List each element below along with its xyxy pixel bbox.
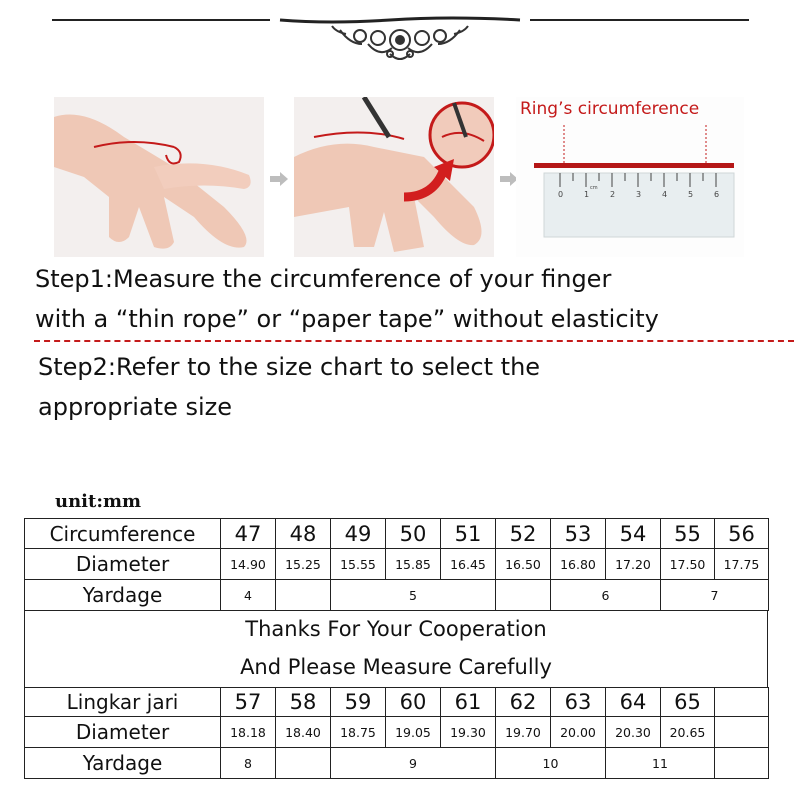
ruler-tick-label: 2: [610, 190, 616, 199]
ruler-tick-label: 1: [584, 190, 590, 199]
row-label: Yardage: [25, 748, 221, 779]
diameter-cell: 20.65: [661, 717, 715, 748]
size-table-bottom: [24, 687, 769, 779]
size-cell: 47: [221, 519, 276, 549]
size-cell: 58: [276, 688, 331, 717]
diameter-cell: 19.70: [496, 717, 551, 748]
size-cell: 49: [331, 519, 386, 549]
size-cell: 48: [276, 519, 331, 549]
step2-line2: appropriate size: [38, 393, 233, 421]
size-cell: 63: [551, 688, 606, 717]
yardage-cell: [276, 580, 331, 611]
size-cell: 56: [715, 519, 769, 549]
size-cell: 53: [551, 519, 606, 549]
size-cell: 51: [441, 519, 496, 549]
ruler-tick-label: 6: [714, 190, 720, 199]
diameter-cell: 18.40: [276, 717, 331, 748]
size-cell: 65: [661, 688, 715, 717]
dashed-divider: [34, 340, 794, 342]
diameter-cell: 15.85: [386, 549, 441, 580]
yardage-cell: [276, 748, 331, 779]
diameter-cell: 15.55: [331, 549, 386, 580]
ruler-unit-label: cm: [590, 185, 598, 191]
diameter-cell: 15.25: [276, 549, 331, 580]
size-cell: 57: [221, 688, 276, 717]
table-row: [25, 519, 769, 549]
table-row: [25, 549, 769, 580]
size-cell: 62: [496, 688, 551, 717]
diameter-cell: 16.45: [441, 549, 496, 580]
size-cell: 60: [386, 688, 441, 717]
size-cell: 64: [606, 688, 661, 717]
diameter-cell: 19.05: [386, 717, 441, 748]
yardage-cell: 6: [551, 580, 661, 611]
size-cell: 61: [441, 688, 496, 717]
diameter-cell: [715, 717, 769, 748]
ruler-photo: [516, 97, 744, 257]
yardage-cell: 9: [331, 748, 496, 779]
yardage-cell: 7: [661, 580, 769, 611]
diameter-cell: 18.75: [331, 717, 386, 748]
table-row: [25, 748, 769, 779]
ruler-tick-label: 5: [688, 190, 694, 199]
yardage-cell: [496, 580, 551, 611]
diameter-cell: 17.50: [661, 549, 715, 580]
yardage-cell: 4: [221, 580, 276, 611]
diameter-cell: 18.18: [221, 717, 276, 748]
decorative-ornament-icon: [270, 14, 530, 70]
unit-label: unit:mm: [55, 491, 142, 512]
diameter-cell: 20.00: [551, 717, 606, 748]
size-cell: 55: [661, 519, 715, 549]
hand-measure-photo: [54, 97, 264, 257]
ring-circumference-label: Ring’s circumference: [520, 99, 700, 119]
diameter-cell: 16.50: [496, 549, 551, 580]
yardage-cell: 11: [606, 748, 715, 779]
yardage-cell: 5: [331, 580, 496, 611]
size-cell: 54: [606, 519, 661, 549]
row-label: Diameter: [25, 717, 221, 748]
ruler-tick-label: 3: [636, 190, 642, 199]
ruler-tick-label: 0: [558, 190, 564, 199]
step1-line2: with a “thin rope” or “paper tape” without elasticity: [35, 305, 659, 333]
yardage-cell: [715, 748, 769, 779]
size-cell: 50: [386, 519, 441, 549]
row-label: Diameter: [25, 549, 221, 580]
diameter-cell: 19.30: [441, 717, 496, 748]
diameter-cell: 17.20: [606, 549, 661, 580]
row-label: Lingkar jari: [25, 688, 221, 717]
step2-line1: Step2:Refer to the size chart to select the: [38, 353, 541, 381]
row-label: Circumference: [25, 519, 221, 549]
diameter-cell: 16.80: [551, 549, 606, 580]
diameter-cell: 20.30: [606, 717, 661, 748]
size-cell: [715, 688, 769, 717]
table-row: [25, 688, 769, 717]
diameter-cell: 14.90: [221, 549, 276, 580]
arrow-right-icon: [270, 172, 288, 186]
size-table-top: [24, 518, 769, 611]
ruler-tick-label: 4: [662, 190, 668, 199]
table-row: [25, 717, 769, 748]
size-cell: 59: [331, 688, 386, 717]
size-cell: 52: [496, 519, 551, 549]
thanks-message-box: [24, 610, 768, 687]
yardage-cell: 10: [496, 748, 606, 779]
thanks-line2: And Please Measure Carefully: [240, 655, 552, 679]
diameter-cell: 17.75: [715, 549, 769, 580]
mark-string-photo: [294, 97, 494, 257]
row-label: Yardage: [25, 580, 221, 611]
thanks-line1: Thanks For Your Cooperation: [245, 617, 547, 641]
yardage-cell: 8: [221, 748, 276, 779]
step1-line1: Step1:Measure the circumference of your finger: [35, 265, 612, 293]
table-row: [25, 580, 769, 611]
